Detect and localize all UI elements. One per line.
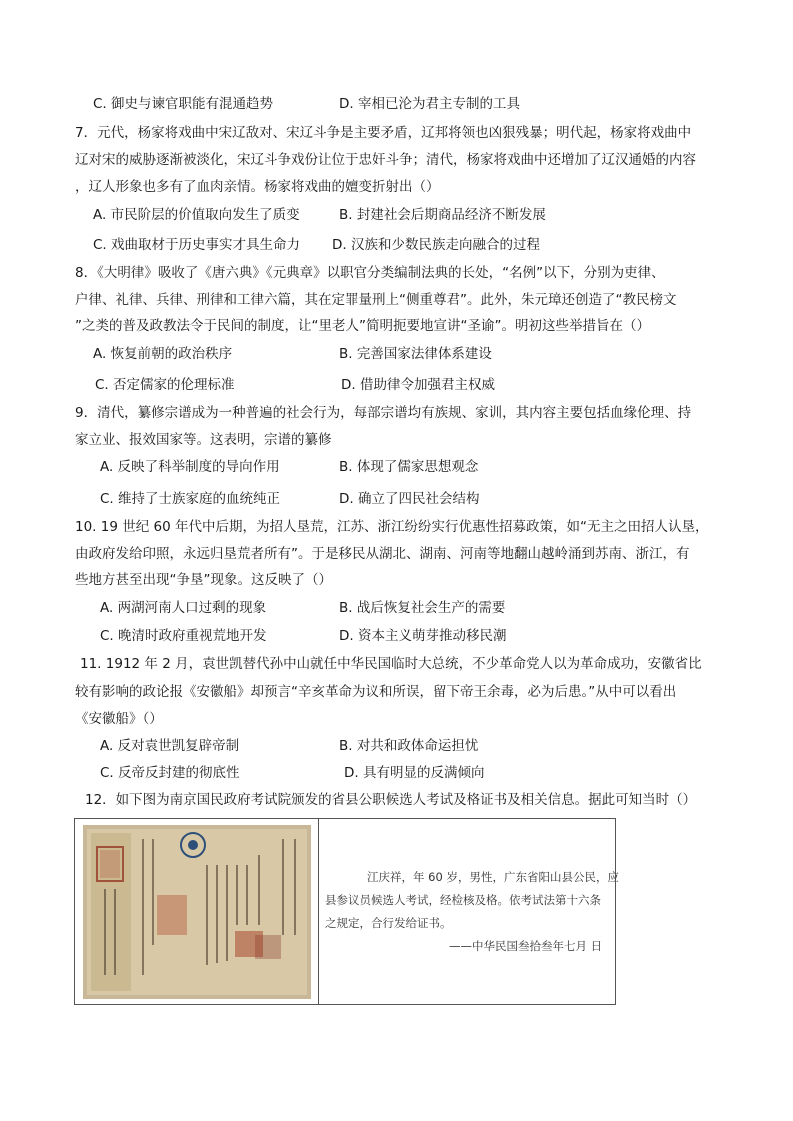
q10-option-a: A. 两湖河南人口过剩的现象 [100,600,267,616]
certificate-text-line: 江庆祥，年 60 岁，男性，广东省阳山县公民，应 [367,870,619,884]
q10-option-b: B. 战后恢复社会生产的需要 [339,600,506,616]
q11-option-a: A. 反对袁世凯复辟帝制 [100,738,240,754]
q7-option-c: C. 戏曲取材于历史事实才具生命力 [93,237,301,253]
q7-option-b: B. 封建社会后期商品经济不断发展 [339,207,546,223]
q8-option-d: D. 借助律令加强君主权威 [341,377,495,393]
q9-option-d: D. 确立了四民社会结构 [339,491,480,507]
q9-stem-line: 家立业、报效国家等。这表明，宗谱的纂修 [75,432,332,448]
q9-option-c: C. 维持了士族家庭的血统纯正 [100,491,281,507]
certificate-info-panel [319,819,619,1004]
q7-stem-line: 7．元代，杨家将戏曲中宋辽敌对、宋辽斗争是主要矛盾，辽邦将领也凶狠残暴；明代起，杨家将戏曲中 [75,125,692,141]
q8-stem-line: 户律、礼律、兵律、刑律和工律六篇，其在定罪量刑上“侧重尊君”。此外，朱元璋还创造了“教民榜文 [75,292,677,308]
certificate-figure [74,818,619,1005]
q10-option-c: C. 晚清时政府重视荒地开发 [100,628,267,644]
q8-stem-line: 8．《大明律》吸收了《唐六典》《元典章》以职官分类编制法典的长处，“名例”以下，分别为吏律、 [75,265,665,281]
certificate-date: ——中华民国叁拾叁年七月 日 [449,939,603,953]
q11-stem-line: 较有影响的政论报《安徽船》却预言“辛亥革命为议和所误，留下帝王余毒，必为后患。”从中可以看出 [75,684,677,700]
q7-option-a: A. 市民阶层的价值取向发生了质变 [93,207,300,223]
q7-stem-line: 辽对宋的威胁逐渐被淡化，宋辽斗争戏份让位于忠奸斗争；清代，杨家将戏曲中还增加了辽汉通婚的内容 [75,152,696,168]
q11-option-d: D. 具有明显的反满倾向 [344,765,485,781]
certificate-text-line: 之规定，合行发给证书。 [325,916,452,930]
q6-option-c: C. 御史与谏官职能有混通趋势 [93,96,274,112]
q7-stem-line: ，辽人形象也多有了血肉亲情。杨家将戏曲的嬗变折射出（） [75,179,440,195]
q7-option-d: D. 汉族和少数民族走向融合的过程 [332,237,540,253]
q10-option-d: D. 资本主义萌芽推动移民潮 [339,628,507,644]
q11-option-b: B. 对共和政体命运担忧 [339,738,479,754]
q11-stem-line: 《安徽船》（） [75,711,163,727]
certificate-text-line: 县参议员候选人考试，经检核及格。依考试法第十六条 [325,893,601,907]
q9-option-b: B. 体现了儒家思想观念 [339,459,479,475]
q9-stem-line: 9．清代，纂修宗谱成为一种普遍的社会行为，每部宗谱均有族规、家训，其内容主要包括血缘伦理、持 [75,405,692,421]
q8-stem-line: ”之类的普及政教法令于民间的制度，让“里老人”简明扼要地宣讲“圣谕”。明初这些举措旨在（） [75,318,650,334]
q8-option-c: C. 否定儒家的伦理标准 [95,377,235,393]
q10-stem-line: 由政府发给印照，永远归垦荒者所有”。于是移民从湖北、湖南、河南等地翻山越岭涌到苏南、浙江，有 [75,546,690,562]
q10-stem-line: 10. 19 世纪 60 年代中后期，为招人垦荒，江苏、浙江纷纷实行优惠性招募政策，如“无主之田招人认垦， [75,519,709,535]
certificate-photo [83,825,311,999]
q6-option-d: D. 宰相已沦为君主专制的工具 [339,96,520,112]
q9-option-a: A. 反映了科举制度的导向作用 [100,459,280,475]
certificate-image-panel [75,819,319,1004]
q8-option-a: A. 恢复前朝的政治秩序 [93,346,233,362]
q8-option-b: B. 完善国家法律体系建设 [339,346,492,362]
q12-stem: 12．如下图为南京国民政府考试院颁发的省县公职候选人考试及格证书及相关信息。据此可知当时（） [85,792,697,808]
q10-stem-line: 些地方甚至出现“争垦”现象。这反映了（） [75,572,332,588]
q11-stem-line: 11. 1912 年 2 月，袁世凯替代孙中山就任中华民国临时大总统，不少革命党人以为革命成功，安徽省比 [80,656,702,672]
q11-option-c: C. 反帝反封建的彻底性 [100,765,240,781]
